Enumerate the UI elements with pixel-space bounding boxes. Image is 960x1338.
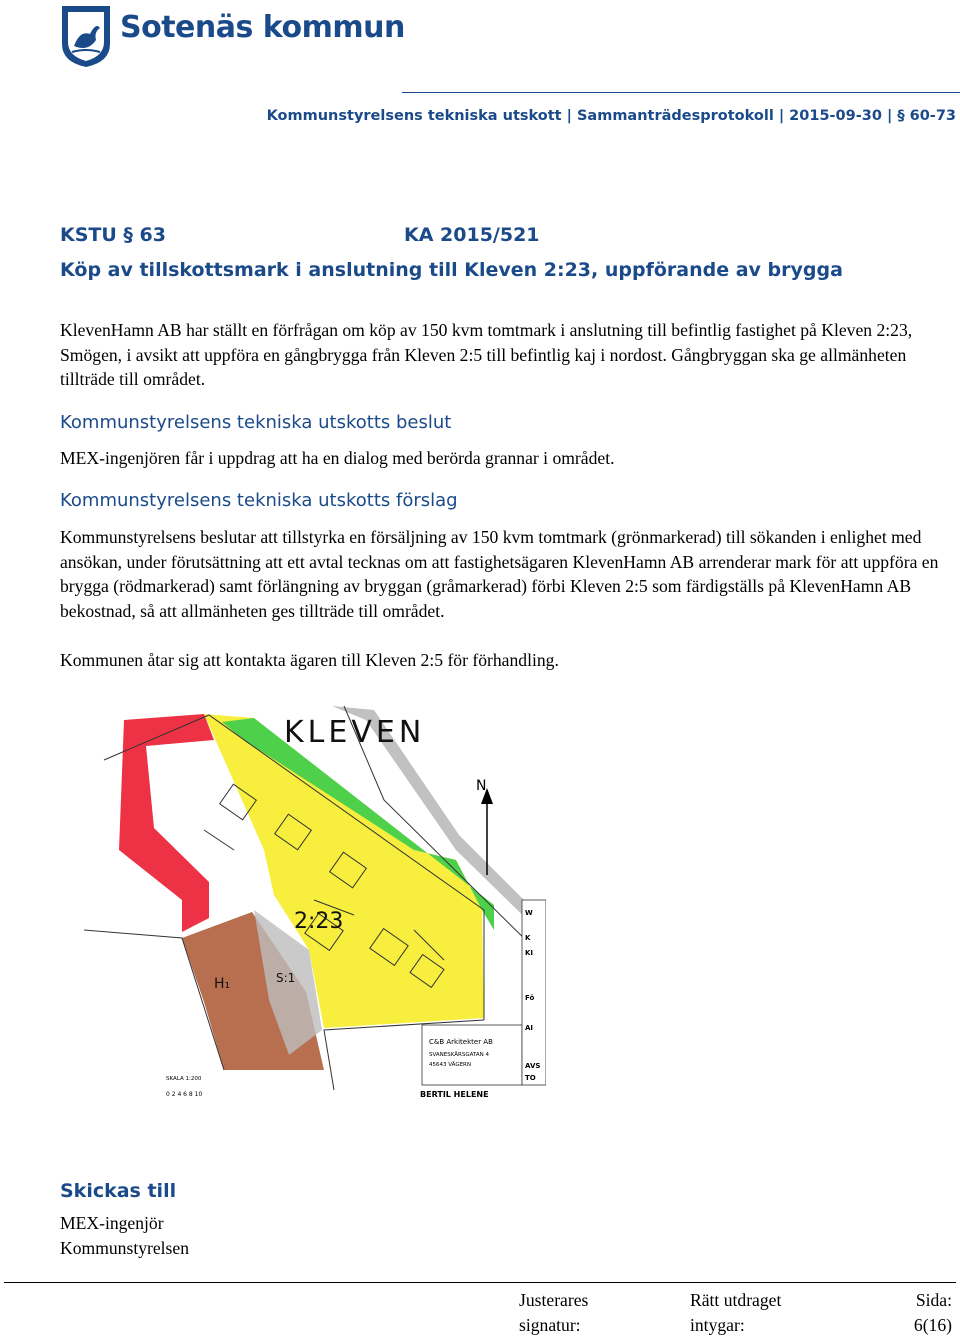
footer-sida-label: Sida:: [915, 1290, 952, 1310]
architect-title-block: [422, 1025, 522, 1085]
parcel-s-label: S:1: [276, 971, 296, 985]
case-id: KSTU § 63: [60, 224, 166, 246]
side-label: Fö: [525, 994, 535, 1002]
side-label: W: [525, 909, 533, 917]
footer-justerares-line2: signatur:: [519, 1315, 581, 1335]
architect-name: C&B Arkitekter AB: [429, 1038, 493, 1046]
footer-ratt-line1: Rätt utdraget: [690, 1290, 782, 1310]
scale-ticks: 0 2 4 6 8 10: [166, 1091, 203, 1098]
recipient: Kommunstyrelsen: [60, 1238, 190, 1258]
footer-justerares: [519, 1288, 588, 1338]
architect-address: SVANESKÄRSGATAN 4: [429, 1052, 489, 1058]
footer-rule: [4, 1282, 956, 1283]
side-label: KI: [525, 949, 534, 957]
case-ref: KA 2015/521: [404, 224, 540, 246]
side-label: TO: [525, 1074, 536, 1082]
beslut-paragraph: MEX-ingenjören får i uppdrag att ha en dialog med berörda grannar i området.: [60, 448, 615, 468]
side-label: AVS: [525, 1062, 541, 1070]
header-rule: [402, 92, 960, 93]
case-title: Köp av tillskottsmark i anslutning till Kleven 2:23, uppförande av brygga: [60, 259, 843, 281]
side-label: AI: [525, 1024, 534, 1032]
running-head: Kommunstyrelsens tekniska utskott | Sammanträdesprotokoll | 2015-09-30 | § 60-73: [266, 108, 956, 124]
recipient: MEX-ingenjör: [60, 1213, 164, 1233]
intro-paragraph: KlevenHamn AB har ställt en förfrågan om köp av 150 kvm tomtmark i anslutning till befintlig fastighet på Kleven 2:23, Smögen, i avsikt att uppföra en gångbrygga från Kleven 2:5 till befintlig kaj i nordost. Gångbryggan ska ge allmänheten tillträde till området.: [60, 320, 913, 389]
footer-ratt-line2: intygar:: [690, 1315, 745, 1335]
scale-label: SKALA 1:200: [166, 1076, 202, 1082]
coat-of-arms-icon: [62, 6, 110, 67]
architect-city: 45643 VÄGERN: [429, 1062, 471, 1068]
side-legend-box: [522, 900, 546, 1085]
area-name-label: KLEVEN: [284, 715, 426, 750]
footer-page-number: [914, 1288, 952, 1338]
site-plan-map: [84, 700, 546, 1108]
parcel-label: 2:23: [294, 909, 344, 934]
house-label: H₁: [214, 976, 231, 992]
forslag-heading: Kommunstyrelsens tekniska utskotts förslag: [60, 490, 458, 511]
neighbour-label: BERTIL HELENE: [420, 1090, 489, 1099]
org-name: Sotenäs kommun: [120, 10, 405, 45]
beslut-heading: Kommunstyrelsens tekniska utskotts beslut: [60, 412, 452, 433]
footer-justerares-line1: Justerares: [519, 1290, 589, 1310]
side-label: K: [525, 934, 531, 942]
forslag-paragraph: Kommunstyrelsens beslutar att tillstyrka en försäljning av 150 kvm tomtmark (grönmarkerad) till sökanden i enlighet med ansökan, under förutsättning att ett avtal tecknas om att fastighetsägaren KlevenHamn AB arrenderar mark för att uppföra en brygga (rödmarkerad) samt förlängning av bryggan (gråmarkerad) förbi Kleven 2:5 som färdigställs på KlevenHamn AB bekostnad, så att allmänheten ges tillträde till området.: [60, 527, 939, 621]
forslag-extra-paragraph: Kommunen åtar sig att kontakta ägaren till Kleven 2:5 för förhandling.: [60, 650, 559, 670]
skickas-heading: Skickas till: [60, 1180, 177, 1202]
footer-ratt-utdraget: [690, 1288, 781, 1338]
footer-sida-value: 6(16): [913, 1315, 952, 1335]
north-label: N: [476, 778, 487, 794]
